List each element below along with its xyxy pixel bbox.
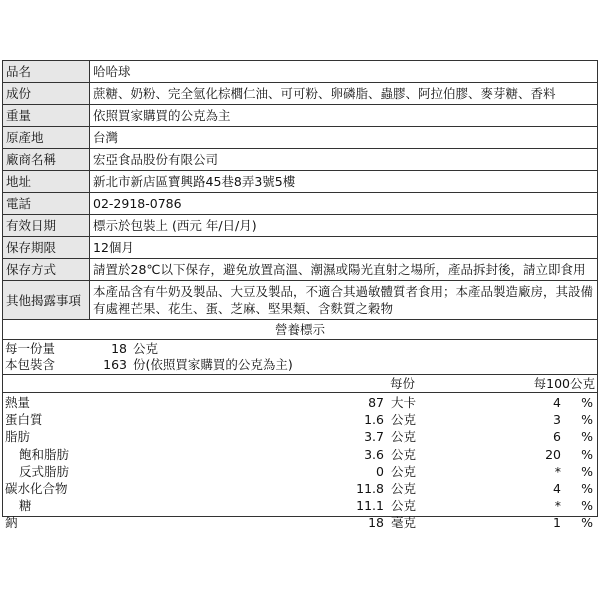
nutrient-amount: 3.6 (364, 446, 384, 462)
percent-sign: % (581, 481, 593, 496)
percent-sign: % (581, 498, 593, 514)
nutrient-name: 反式脂肪 (19, 463, 70, 479)
row-label: 保存期限 (3, 237, 90, 259)
row-value: 蔗糖、奶粉、完全氫化棕櫚仁油、可可粉、卵磷脂、蟲膠、阿拉伯膠、麥芽糖、香料 (90, 83, 598, 105)
nutrient-name: 碳水化合物 (5, 481, 68, 496)
info-row-address (3, 171, 598, 193)
nutrient-per-100g: * (554, 463, 561, 479)
row-label: 廠商名稱 (3, 149, 90, 171)
info-row-origin (3, 127, 598, 149)
nutrient-per-100g: 4 (553, 481, 561, 496)
nutrient-unit: 毫克 (391, 515, 417, 531)
nutrient-amount: 11.1 (356, 498, 384, 514)
servings-per-package-row (3, 356, 597, 373)
product-info-sheet (2, 60, 598, 531)
serving-size-label: 每一份量 (5, 341, 56, 356)
nutrient-amount: 3.7 (364, 429, 384, 445)
row-label: 電話 (3, 193, 90, 215)
row-label: 品名 (3, 61, 90, 83)
nutrient-unit: 公克 (391, 446, 417, 462)
serving-size-value: 18 (111, 341, 127, 356)
nutrient-row (3, 411, 597, 428)
nutrient-per-100g: 20 (545, 446, 561, 462)
divider (3, 392, 597, 393)
percent-sign: % (581, 429, 593, 445)
nutrient-row (3, 394, 597, 411)
percent-sign: % (581, 395, 593, 410)
info-row-shelf-life (3, 237, 598, 259)
info-row-name (3, 61, 598, 83)
nutrient-unit: 公克 (391, 463, 417, 479)
info-row-storage (3, 259, 598, 281)
per-100g-header: 每100公克 (533, 376, 595, 391)
servings-per-package-label: 本包裝含 (5, 357, 56, 372)
nutrient-per-100g: 1 (553, 515, 561, 531)
nutrient-name: 飽和脂肪 (19, 446, 70, 462)
product-info-table (2, 60, 598, 320)
row-label: 有效日期 (3, 215, 90, 237)
info-row-expiry (3, 215, 598, 237)
nutrient-name: 蛋白質 (5, 412, 43, 428)
nutrient-row (3, 514, 597, 531)
row-value: 請置於28℃以下保存，避免放置高溫、潮濕或陽光直射之場所，產品拆封後，請立即食用 (90, 259, 598, 281)
nutrient-amount: 87 (368, 395, 384, 410)
row-value: 台灣 (90, 127, 598, 149)
nutrient-name: 糖 (19, 498, 32, 514)
row-value: 哈哈球 (90, 61, 598, 83)
row-label: 保存方式 (3, 259, 90, 281)
info-row-weight (3, 105, 598, 127)
nutrient-row (3, 480, 597, 497)
nutrient-unit: 公克 (391, 498, 417, 514)
nutrient-amount: 11.8 (356, 481, 384, 496)
row-value: 02-2918-0786 (90, 193, 598, 215)
row-value: 依照買家購買的公克為主 (90, 105, 598, 127)
nutrient-unit: 公克 (391, 412, 417, 428)
serving-size-row (3, 340, 597, 357)
nutrition-title: 營養標示 (2, 320, 598, 340)
nutrient-unit: 公克 (391, 481, 417, 496)
nutrient-amount: 0 (376, 463, 384, 479)
serving-size-unit: 公克 (133, 341, 159, 356)
nutrition-table (2, 340, 598, 531)
nutrient-row (3, 463, 597, 480)
nutrient-per-100g: 6 (553, 429, 561, 445)
percent-sign: % (581, 515, 593, 531)
nutrient-name: 熱量 (5, 395, 31, 410)
nutrient-per-100g: 3 (553, 412, 561, 428)
servings-per-package-value: 163 (103, 357, 127, 372)
nutrient-row (3, 428, 597, 445)
nutrient-row (3, 497, 597, 514)
row-label: 其他揭露事項 (3, 281, 90, 320)
row-value: 標示於包裝上 (西元 年/日/月) (90, 215, 598, 237)
row-label: 原產地 (3, 127, 90, 149)
percent-sign: % (581, 412, 593, 428)
nutrient-unit: 公克 (391, 429, 417, 445)
nutrient-name: 脂肪 (5, 429, 31, 445)
nutrient-per-100g: * (554, 498, 561, 514)
nutrition-column-header (3, 375, 597, 392)
percent-sign: % (581, 463, 593, 479)
info-row-disclosure (3, 281, 598, 320)
nutrient-per-100g: 4 (553, 395, 561, 410)
per-serving-header: 每份 (389, 376, 415, 391)
row-value: 本產品含有牛奶及製品、大豆及製品，不適合其過敏體質者食用；本產品製造廠房，其設備有處裡芒果、花生、蛋、芝麻、堅果類、含麩質之穀物 (90, 281, 598, 320)
nutrient-name: 鈉 (5, 515, 18, 531)
info-row-phone (3, 193, 598, 215)
row-value: 宏亞食品股份有限公司 (90, 149, 598, 171)
row-value: 新北市新店區寶興路45巷8弄3號5樓 (90, 171, 598, 193)
nutrient-row (3, 446, 597, 463)
nutrient-amount: 18 (368, 515, 384, 531)
nutrient-unit: 大卡 (391, 395, 417, 410)
info-row-ingredients (3, 83, 598, 105)
row-label: 重量 (3, 105, 90, 127)
info-row-manufacturer (3, 149, 598, 171)
row-label: 成份 (3, 83, 90, 105)
row-label: 地址 (3, 171, 90, 193)
servings-per-package-unit: 份(依照買家購買的公克為主) (133, 357, 293, 372)
nutrient-amount: 1.6 (364, 412, 384, 428)
percent-sign: % (581, 446, 593, 462)
row-value: 12個月 (90, 237, 598, 259)
